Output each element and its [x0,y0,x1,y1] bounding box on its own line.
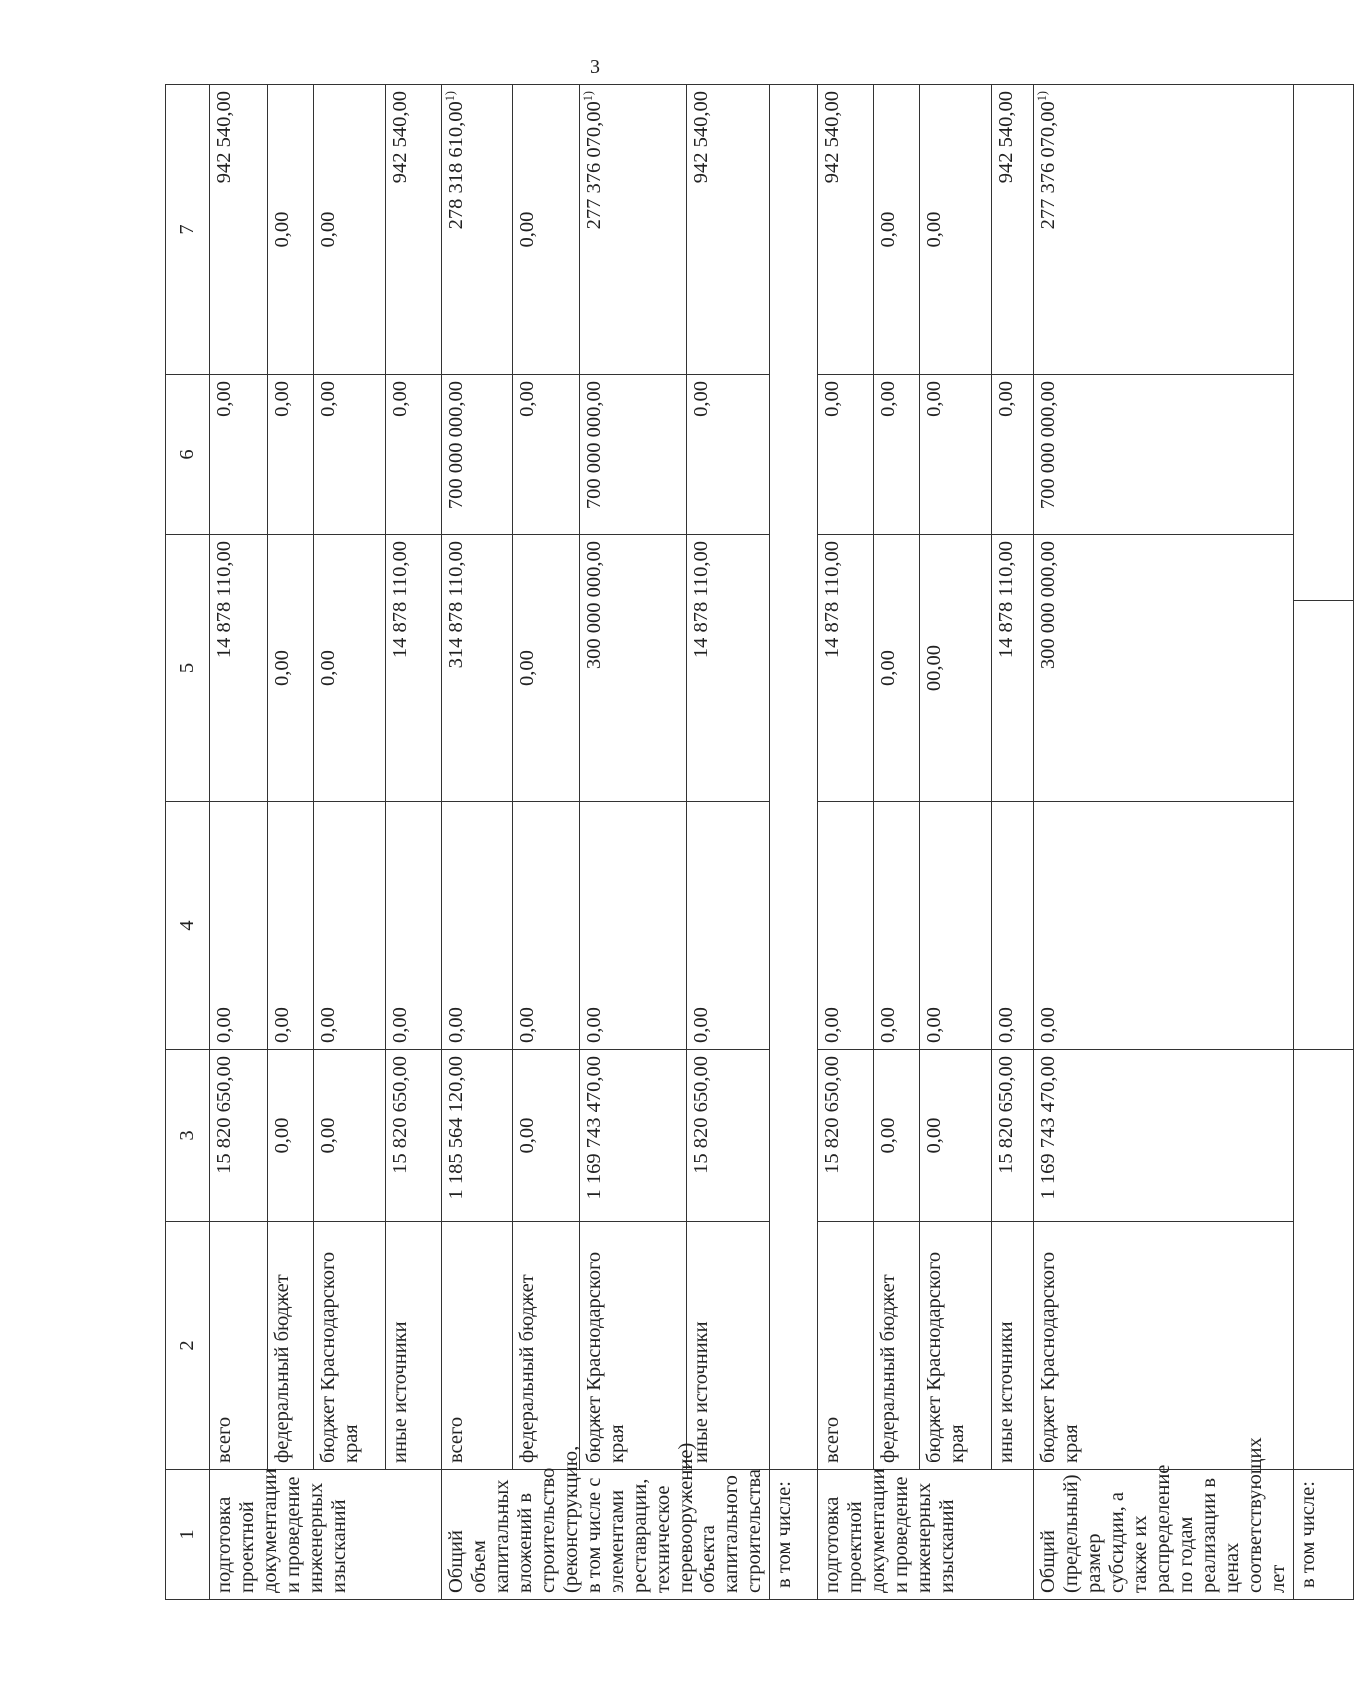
value-cell-col3: 0,00 [268,1050,314,1222]
table-row [442,85,513,1600]
value-text: 942 540,00 [995,91,1018,184]
value-cell-col7 [874,85,920,375]
empty-cell [1293,601,1353,1050]
row-label-cell: Общий объем капитальных вложений в строительство (реконструкцию, в том числе с элементами реставрации, техническое перевооружение) объекта капитального строительства [442,1470,770,1600]
value-text: 0,00 [271,211,293,248]
footnote-mark: 1) [581,91,596,102]
table-row [992,85,1034,1600]
page-number: 3 [590,56,600,78]
value-cell-col7 [512,85,580,375]
value-cell-col4: 0,00 [314,802,386,1050]
financing-table [165,84,1354,1600]
value-text: 277 376 070,00 [583,101,606,230]
header-cell: 3 [166,1050,210,1222]
header-cell: 6 [166,375,210,535]
source-cell: иные источники [992,1222,1034,1470]
value-cell-col7 [818,85,874,375]
value-cell-col7 [686,85,770,375]
value-cell-col3: 0,00 [314,1050,386,1222]
value-text: 942 540,00 [213,91,235,184]
table-row [512,85,580,1600]
table-row [1034,85,1293,1600]
value-cell-col5: 300 000 000,00 [580,535,686,802]
value-text: 942 540,00 [689,91,712,184]
source-cell: всего [818,1222,874,1470]
table-row [920,85,992,1600]
table-row [210,85,268,1600]
value-cell-col4: 0,00 [1034,802,1293,1050]
row-label-cell: в том числе: [1293,1470,1353,1600]
value-text: 0,00 [923,211,946,248]
source-cell: бюджет Краснодарского края [920,1222,992,1470]
value-cell-col5: 0,00 [874,535,920,802]
value-cell-col7 [442,85,513,375]
source-cell: федеральный бюджет [268,1222,314,1470]
value-cell-col6: 0,00 [386,375,442,535]
header-cell: 1 [166,1470,210,1600]
value-cell-col5: 0,00 [268,535,314,802]
value-cell-col6: 0,00 [992,375,1034,535]
value-cell-col6: 700 000 000,00 [1034,375,1293,535]
value-cell-col3: 15 820 650,00 [818,1050,874,1222]
value-cell-col6: 0,00 [210,375,268,535]
value-cell-col6: 0,00 [314,375,386,535]
table-row [1293,85,1353,1600]
value-cell-col4: 0,00 [920,802,992,1050]
table-row [268,85,314,1600]
value-cell-col3: 0,00 [512,1050,580,1222]
value-cell-col7 [992,85,1034,375]
value-cell-col6: 0,00 [818,375,874,535]
value-text: 942 540,00 [821,91,844,184]
value-cell-col3: 1 185 564 120,00 [442,1050,513,1222]
table-row [770,85,818,1600]
value-cell-col6: 0,00 [268,375,314,535]
value-cell-col5: 14 878 110,00 [210,535,268,802]
value-cell-col4: 0,00 [386,802,442,1050]
value-cell-col5: 14 878 110,00 [686,535,770,802]
value-text: 277 376 070,00 [1037,101,1060,230]
value-cell-col7 [920,85,992,375]
row-label-cell: подготовка проектной документации и проведение инженерных изысканий [210,1470,442,1600]
table-header-row [166,85,210,1600]
value-cell-col3: 1 169 743 470,00 [580,1050,686,1222]
value-cell-col6: 0,00 [686,375,770,535]
header-cell: 4 [166,802,210,1050]
value-cell-col6: 700 000 000,00 [580,375,686,535]
empty-cell [1293,85,1353,601]
value-text: 0,00 [877,211,900,248]
value-cell-col4: 0,00 [268,802,314,1050]
source-cell: бюджет Краснодарского края [580,1222,686,1470]
source-cell: всего [210,1222,268,1470]
value-cell-col5: 300 000 000,00 [1034,535,1293,802]
value-cell-col3: 15 820 650,00 [210,1050,268,1222]
value-cell-col7 [210,85,268,375]
row-label-cell: подготовка проектной документации и проведение инженерных изысканий [818,1470,1034,1600]
value-cell-col5: 14 878 110,00 [386,535,442,802]
value-cell-col3: 1 169 743 470,00 [1034,1050,1293,1222]
value-cell-col5: 0,00 [314,535,386,802]
value-cell-col4: 0,00 [512,802,580,1050]
value-text: 942 540,00 [389,91,411,184]
value-cell-col3: 15 820 650,00 [992,1050,1034,1222]
value-cell-col4: 0,00 [874,802,920,1050]
table-row [686,85,770,1600]
value-cell-col4: 0,00 [210,802,268,1050]
source-cell: бюджет Краснодарского края [1034,1222,1293,1470]
value-cell-col5: 00,00 [920,535,992,802]
row-label-cell: в том числе: [770,1470,818,1600]
value-cell-col4: 0,00 [818,802,874,1050]
value-cell-col7 [314,85,386,375]
value-text: 0,00 [317,211,339,248]
table-row [874,85,920,1600]
table-row [386,85,442,1600]
empty-cell [1293,1050,1353,1470]
source-cell: федеральный бюджет [512,1222,580,1470]
value-cell-col3: 0,00 [920,1050,992,1222]
source-cell: иные источники [686,1222,770,1470]
value-cell-col3: 15 820 650,00 [686,1050,770,1222]
source-cell: всего [442,1222,513,1470]
value-cell-col5: 14 878 110,00 [818,535,874,802]
value-cell-col5: 14 878 110,00 [992,535,1034,802]
value-cell-col7 [268,85,314,375]
value-cell-col7 [386,85,442,375]
empty-span-cell [770,85,818,1470]
value-cell-col7 [580,85,686,375]
value-cell-col7 [1034,85,1293,375]
value-cell-col6: 0,00 [874,375,920,535]
value-cell-col6: 700 000 000,00 [442,375,513,535]
value-cell-col4: 0,00 [992,802,1034,1050]
row-label-cell: Общий (предельный) размер субсидии, а также их распределение по годам реализации в ценах соответствующих лет [1034,1470,1293,1600]
source-cell: иные источники [386,1222,442,1470]
footnote-mark: 1) [1035,91,1050,102]
value-text: 0,00 [515,211,538,248]
value-cell-col3: 15 820 650,00 [386,1050,442,1222]
value-cell-col4: 0,00 [442,802,513,1050]
value-cell-col6: 0,00 [920,375,992,535]
source-cell: федеральный бюджет [874,1222,920,1470]
value-text: 278 318 610,00 [445,101,467,230]
source-cell: бюджет Краснодарского края [314,1222,386,1470]
value-cell-col6: 0,00 [512,375,580,535]
table-row [818,85,874,1600]
rotated-table-container [165,91,1319,1600]
value-cell-col5: 314 878 110,00 [442,535,513,802]
value-cell-col4: 0,00 [580,802,686,1050]
header-cell: 2 [166,1222,210,1470]
value-cell-col3: 0,00 [874,1050,920,1222]
footnote-mark: 1) [443,91,458,102]
table-row [314,85,386,1600]
table-row [580,85,686,1600]
value-cell-col5: 0,00 [512,535,580,802]
value-cell-col4: 0,00 [686,802,770,1050]
header-cell: 5 [166,535,210,802]
header-cell: 7 [166,85,210,375]
